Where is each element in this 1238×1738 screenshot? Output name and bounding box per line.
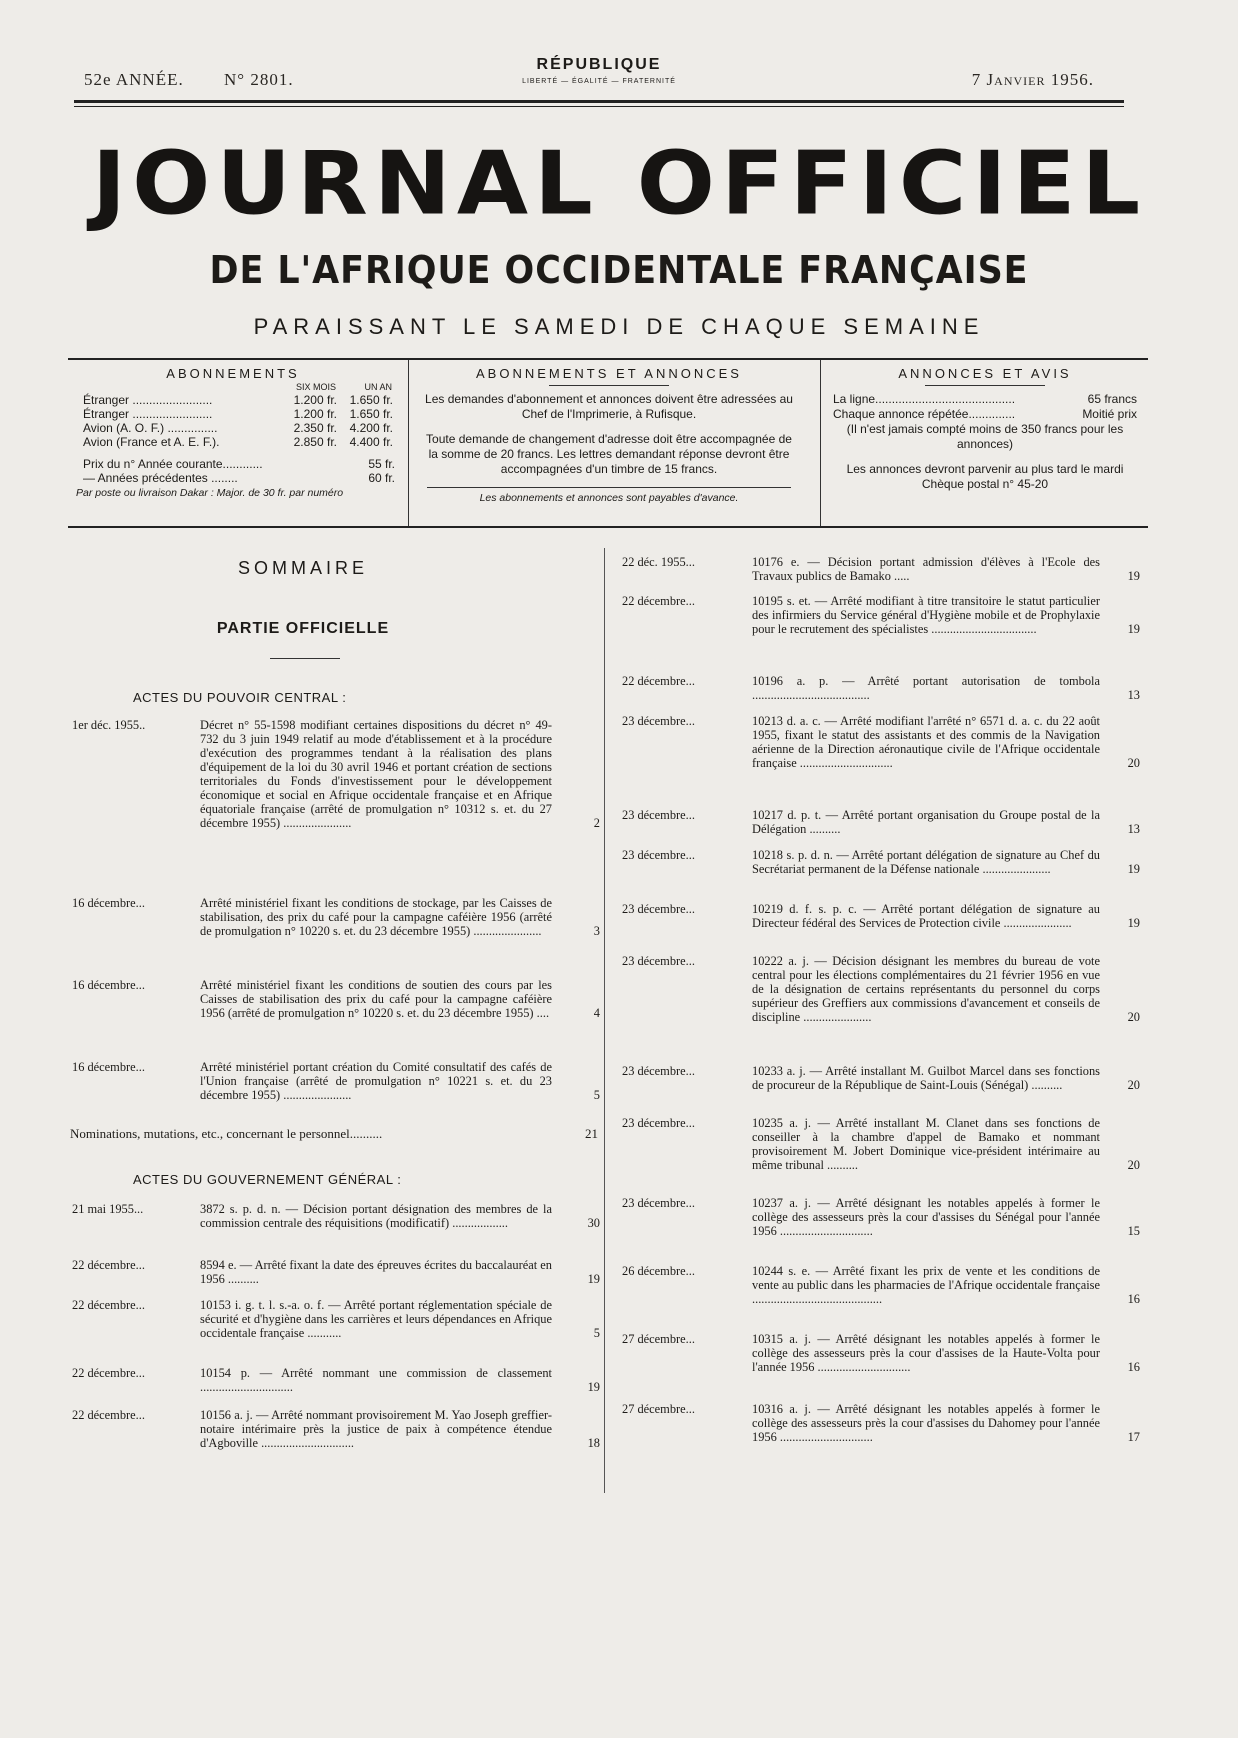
- table-row: Étranger ........................ 1.200 fr. 1.650 fr.: [83, 393, 393, 407]
- abo-annonces-footer: Les abonnements et annonces sont payables d'avance.: [427, 487, 791, 504]
- table-row: Avion (A. O. F.) ............... 2.350 fr. 4.200 fr.: [83, 421, 393, 435]
- list-item: 23 décembre... 10235 a. j. — Arrêté installant M. Clanet dans ses fonctions de conseiller à la chambre d'appel de Bamako et nommant provisoirement M. Jobert Dominique vice-président intérimaire au même tribunal .......... 20: [622, 1116, 1140, 1172]
- abonnements-column: [68, 360, 398, 526]
- list-item: 23 décembre... 10213 d. a. c. — Arrêté modifiant l'arrêté n° 6571 d. a. c. du 22 août 1955, fixant le statut des assistants et des commis de la Navigation aérienne de la Direction aéronautique civile de l'Afrique occidentale française .............................. 20: [622, 714, 1140, 770]
- list-item: 27 décembre... 10316 a. j. — Arrêté désignant les notables appelés à former le collège des assesseurs près la cour d'assises du Dahomey pour l'année 1956 .............................. 17: [622, 1402, 1140, 1444]
- list-item: 23 décembre... 10222 a. j. — Décision désignant les membres du bureau de vote central pour les élections complémentaires du 21 février 1956 en vue de la désignation de certains représentants du personnel du corps supérieur des Greffiers aux commissions d'avancement et conseils de discipline ...................... 20: [622, 954, 1140, 1024]
- issue-date: 7 Janvier 1956.: [971, 70, 1094, 89]
- cheque-postal: Chèque postal n° 45-20: [921, 477, 1049, 491]
- partie-rule: [270, 658, 340, 659]
- partie-officielle-heading: PARTIE OFFICIELLE: [216, 620, 390, 637]
- list-item: 23 décembre... 10219 d. f. s. p. c. — Arrêté portant délégation de signature au Directeur fédéral des Services de Protection civile ...................... 19: [622, 902, 1140, 930]
- issue-year: 52e ANNÉE.: [84, 70, 184, 89]
- list-item: 16 décembre... Arrêté ministériel portant création du Comité consultatif des cafés de l'Union française (arrêté de promulgation n° 10221 s. et. du 23 décembre 1955) ...................... 5: [72, 1060, 600, 1102]
- sommaire-heading: SOMMAIRE: [237, 558, 368, 578]
- table-row: Étranger ........................ 1.200 fr. 1.650 fr.: [83, 407, 393, 421]
- list-item: 23 décembre... 10217 d. p. t. — Arrêté portant organisation du Groupe postal de la Délégation .......... 13: [622, 808, 1140, 836]
- republique-label: RÉPUBLIQUE: [536, 56, 662, 73]
- abo-annonces-text2: Toute demande de changement d'adresse doit être accompagnée de la somme de 20 francs. Les lettres demandant réponse devront être accompagnées d'un timbre de 15 francs.: [426, 432, 792, 476]
- tarif-ligne: La ligne.......................................... 65 francs: [833, 392, 1137, 406]
- list-item: 27 décembre... 10315 a. j. — Arrêté désignant les notables appelés à former le collège des assesseurs près la cour d'assises de la Haute-Volta pour l'année 1956 .............................. 16: [622, 1332, 1140, 1374]
- list-item: 23 décembre... 10218 s. p. d. n. — Arrêté portant délégation de signature au Chef du Secrétariat permanent de la Défense nationale ...................... 19: [622, 848, 1140, 876]
- abonnements-heading: ABONNEMENTS: [166, 366, 300, 381]
- col-six-mois: SIX MOIS: [295, 382, 336, 392]
- annonces-avis-heading: ANNONCES ET AVIS: [898, 366, 1072, 381]
- list-item: 21 mai 1955... 3872 s. p. d. n. — Décision portant désignation des membres de la commission centrale des réquisitions (modificatif) .................. 30: [72, 1202, 600, 1230]
- list-item: 22 décembre... 10153 i. g. t. l. s.-a. o. f. — Arrêté portant réglementation spéciale de sécurité et d'hygiène dans les carrières et leurs dépendances en Afrique occidentale française ........... 5: [72, 1298, 600, 1340]
- masthead-rule: [74, 100, 1124, 103]
- list-item: 22 décembre... 8594 e. — Arrêté fixant la date des épreuves écrites du baccalauréat en 1956 .......... 19: [72, 1258, 600, 1286]
- column-separator: [604, 548, 605, 1493]
- issue-number: N° 2801.: [224, 70, 294, 89]
- list-item: 22 décembre... 10195 s. et. — Arrêté modifiant à titre transitoire le statut particulier des infirmiers du Service général d'Hygiène mobile et de Prophylaxie pour le recrutement des spécialistes .................................. 19: [622, 594, 1140, 636]
- masthead-rule-thin: [74, 106, 1124, 107]
- abo-annonces-column: [408, 360, 809, 526]
- table-row: Avion (France et A. E. F.). 2.850 fr. 4.400 fr.: [83, 435, 393, 449]
- list-item: 22 décembre... 10196 a. p. — Arrêté portant autorisation de tombola ...................................... 13: [622, 674, 1140, 702]
- journal-title: JOURNAL OFFICIEL: [91, 132, 1147, 235]
- annonces-delai: Les annonces devront parvenir au plus tard le mardi: [846, 462, 1124, 476]
- abo-annonces-heading: ABONNEMENTS ET ANNONCES: [476, 366, 742, 381]
- list-item: 16 décembre... Arrêté ministériel fixant les conditions de soutien des cours par les Caisses de stabilisation des prix du café pour la campagne caféière 1956 (arrêté de promulgation n° 10220 s. et. du 23 décembre 1955) .... 4: [72, 978, 600, 1020]
- section-gouvernement-general: ACTES DU GOUVERNEMENT GÉNÉRAL :: [133, 1172, 402, 1187]
- parution-line: PARAISSANT LE SAMEDI DE CHAQUE SEMAINE: [253, 314, 985, 339]
- abo-annonces-text1: Les demandes d'abonnement et annonces doivent être adressées au Chef de l'Imprimerie, à Rufisque.: [425, 392, 793, 421]
- section-pouvoir-central: ACTES DU POUVOIR CENTRAL :: [133, 690, 347, 705]
- list-item: 1er déc. 1955.. Décret n° 55-1598 modifiant certaines dispositions du décret n° 49-732 du 3 juin 1949 relatif au mode d'établissement et à la procédure d'exécution des programmes tendant à la réalisation des plans d'équipement de la loi du 30 avril 1946 et portant création de sections territoriales du Fonds d'investissement pour le développement économique et social en Afrique occidentale française et en Afrique équatoriale française (arrêté de promulgation n° 10312 s. et. du 27 décembre 1955) ...................... 2: [72, 718, 600, 830]
- nominations-entry: Nominations, mutations, etc., concernant le personnel.......... 21: [70, 1126, 598, 1141]
- abonnements-table: [83, 381, 393, 449]
- prix-numero: Prix du n° Année courante............ 55 fr. — Années précédentes ........ 60 fr.: [83, 457, 395, 485]
- col-un-an: UN AN: [364, 382, 392, 392]
- list-item: 22 décembre... 10154 p. — Arrêté nommant une commission de classement .............................. 19: [72, 1366, 600, 1394]
- annonces-avis-column: [820, 360, 1149, 526]
- majoration-note: Par poste ou livraison Dakar : Major. de 30 fr. par numéro: [76, 487, 344, 499]
- list-item: 23 décembre... 10233 a. j. — Arrêté installant M. Guilbot Marcel dans ses fonctions de procureur de la République de Saint-Louis (Sénégal) .......... 20: [622, 1064, 1140, 1092]
- list-item: 16 décembre... Arrêté ministériel fixant les conditions de stockage, par les Caisses de stabilisation, des prix du café pour la campagne caféière 1956 (arrêté de promulgation n° 10220 s. et. du 23 décembre 1955) ...................... 3: [72, 896, 600, 938]
- journal-subtitle: DE L'AFRIQUE OCCIDENTALE FRANÇAISE: [209, 248, 1029, 292]
- list-item: 26 décembre... 10244 s. e. — Arrêté fixant les prix de vente et les conditions de vente au public dans les pharmacies de l'Afrique occidentale française .......................................... 16: [622, 1264, 1140, 1306]
- masthead-topline: [74, 56, 1124, 96]
- subscription-box: [68, 358, 1148, 528]
- annonces-note: (Il n'est jamais compté moins de 350 francs pour les annonces): [846, 422, 1124, 451]
- devise-label: LIBERTÉ — ÉGALITÉ — FRATERNITÉ: [522, 78, 676, 85]
- list-item: 22 déc. 1955... 10176 e. — Décision portant admission d'élèves à l'Ecole des Travaux publics de Bamako ..... 19: [622, 555, 1140, 583]
- list-item: 22 décembre... 10156 a. j. — Arrêté nommant provisoirement M. Yao Joseph greffier-notaire intérimaire près la justice de paix à compétence étendue d'Agboville .............................. 18: [72, 1408, 600, 1450]
- tarif-repetee: Chaque annonce répétée.............. Moitié prix: [833, 407, 1137, 421]
- list-item: 23 décembre... 10237 a. j. — Arrêté désignant les notables appelés à former le collège des assesseurs près la cour d'assises du Sénégal pour l'année 1956 .............................. 15: [622, 1196, 1140, 1238]
